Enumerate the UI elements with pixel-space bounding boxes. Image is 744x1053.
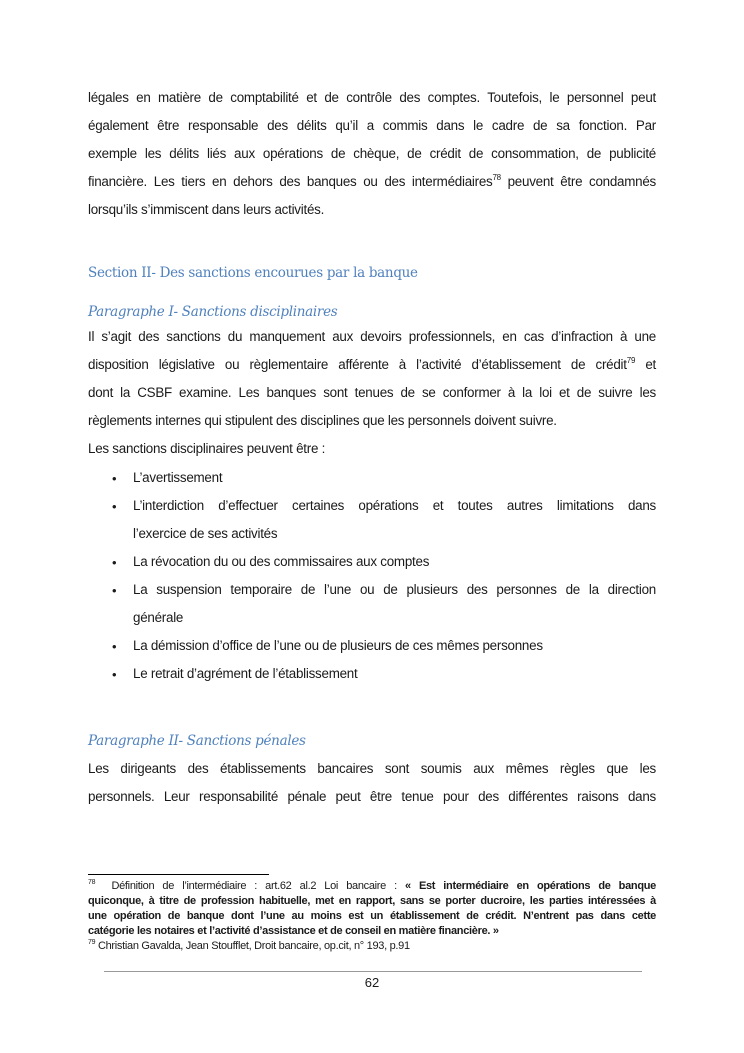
text: Christian Gavalda, Jean Stoufflet, Droit bancaire, op.cit, n° 193, p.91 <box>95 940 410 952</box>
footnote-78 <box>88 880 656 892</box>
bullet-icon: • <box>112 583 117 598</box>
list-item: Le retrait d’agrément de l’établissement <box>133 666 358 681</box>
bullet-icon: • <box>112 667 117 682</box>
text-line <box>88 357 656 372</box>
bullet-icon: • <box>112 555 117 570</box>
footnote-ref-79[interactable]: 79 <box>626 356 636 365</box>
text: Définition de l’intermédiaire : art.62 al.2 Loi bancaire : <box>111 880 405 892</box>
text: financière. Les tiers en dehors des banques ou des intermédiaires <box>88 174 493 189</box>
list-item: La révocation du ou des commissaires aux comptes <box>133 554 430 569</box>
text: disposition législative ou règlementaire afférente à l’activité d’établissement de crédit <box>88 357 627 372</box>
footnote-line <box>88 895 656 907</box>
bullet-icon: • <box>112 639 117 654</box>
footnote-number: 78 <box>88 879 96 886</box>
text-line: Les sanctions disciplinaires peuvent être : <box>88 441 326 456</box>
list-item: L’interdiction d’effectuer certaines opérations et toutes autres limitations dans <box>133 498 656 513</box>
section-heading: Section II- Des sanctions encourues par la banque <box>88 265 418 281</box>
footnote-line <box>88 910 656 922</box>
text-line: exemple les délits liés aux opérations de chèque, de crédit de consommation, de publicité <box>88 146 656 161</box>
list-item: La démission d’office de l’une ou de plusieurs de ces mêmes personnes <box>133 638 543 653</box>
text-line: personnels. Leur responsabilité pénale peut être tenue pour des différentes raisons dans <box>88 789 656 804</box>
text-line: lorsqu’ils s’immiscent dans leurs activités. <box>88 202 325 217</box>
list-item-continuation: l’exercice de ses activités <box>133 526 278 541</box>
text-line: Il s’agit des sanctions du manquement aux devoirs professionnels, en cas d’infraction à une <box>88 329 656 344</box>
text-line: dont la CSBF examine. Les banques sont tenues de se conformer à la loi et de suivre les <box>88 385 656 400</box>
footnote-79 <box>88 940 656 952</box>
footnote-number: 79 <box>88 939 96 946</box>
text-line: également être responsable des délits qu’il a commis dans le cadre de sa fonction. Par <box>88 118 656 133</box>
text-line: Les dirigeants des établissements bancaires sont soumis aux mêmes règles que les <box>88 761 656 776</box>
paragraph-heading: Paragraphe I- Sanctions disciplinaires <box>88 304 338 320</box>
quote: une opération de banque dont l’une au moins est un établissement de crédit. N’entrent pas dans cette <box>88 910 656 922</box>
paragraph-heading: Paragraphe II- Sanctions pénales <box>88 733 306 749</box>
text: peuvent être condamnés <box>500 174 656 189</box>
list-item: La suspension temporaire de l’une ou de plusieurs des personnes de la direction <box>133 582 656 597</box>
footnote-ref-78[interactable]: 78 <box>492 173 501 182</box>
footer-rule <box>104 971 642 972</box>
text-line: légales en matière de comptabilité et de contrôle des comptes. Toutefois, le personnel peut <box>88 90 656 105</box>
text: et <box>635 357 656 372</box>
quote: catégorie les notaires et l’activité d’assistance et de conseil en matière financière. » <box>88 925 499 937</box>
text-line: règlements internes qui stipulent des disciplines que les personnels doivent suivre. <box>88 413 557 428</box>
list-item: L’avertissement <box>133 470 223 485</box>
bullet-icon: • <box>112 471 117 486</box>
page-number: 62 <box>364 975 380 990</box>
quote: « Est intermédiaire en opérations de banque <box>405 880 656 892</box>
bullet-icon: • <box>112 499 117 514</box>
footnote-line <box>88 925 656 937</box>
text-line <box>88 174 656 189</box>
list-item-continuation: générale <box>133 610 184 625</box>
footnote-separator <box>88 874 269 875</box>
quote: quiconque, à titre de profession habituelle, met en rapport, sans se porter ducroire, les parties intéressées à <box>88 895 656 907</box>
